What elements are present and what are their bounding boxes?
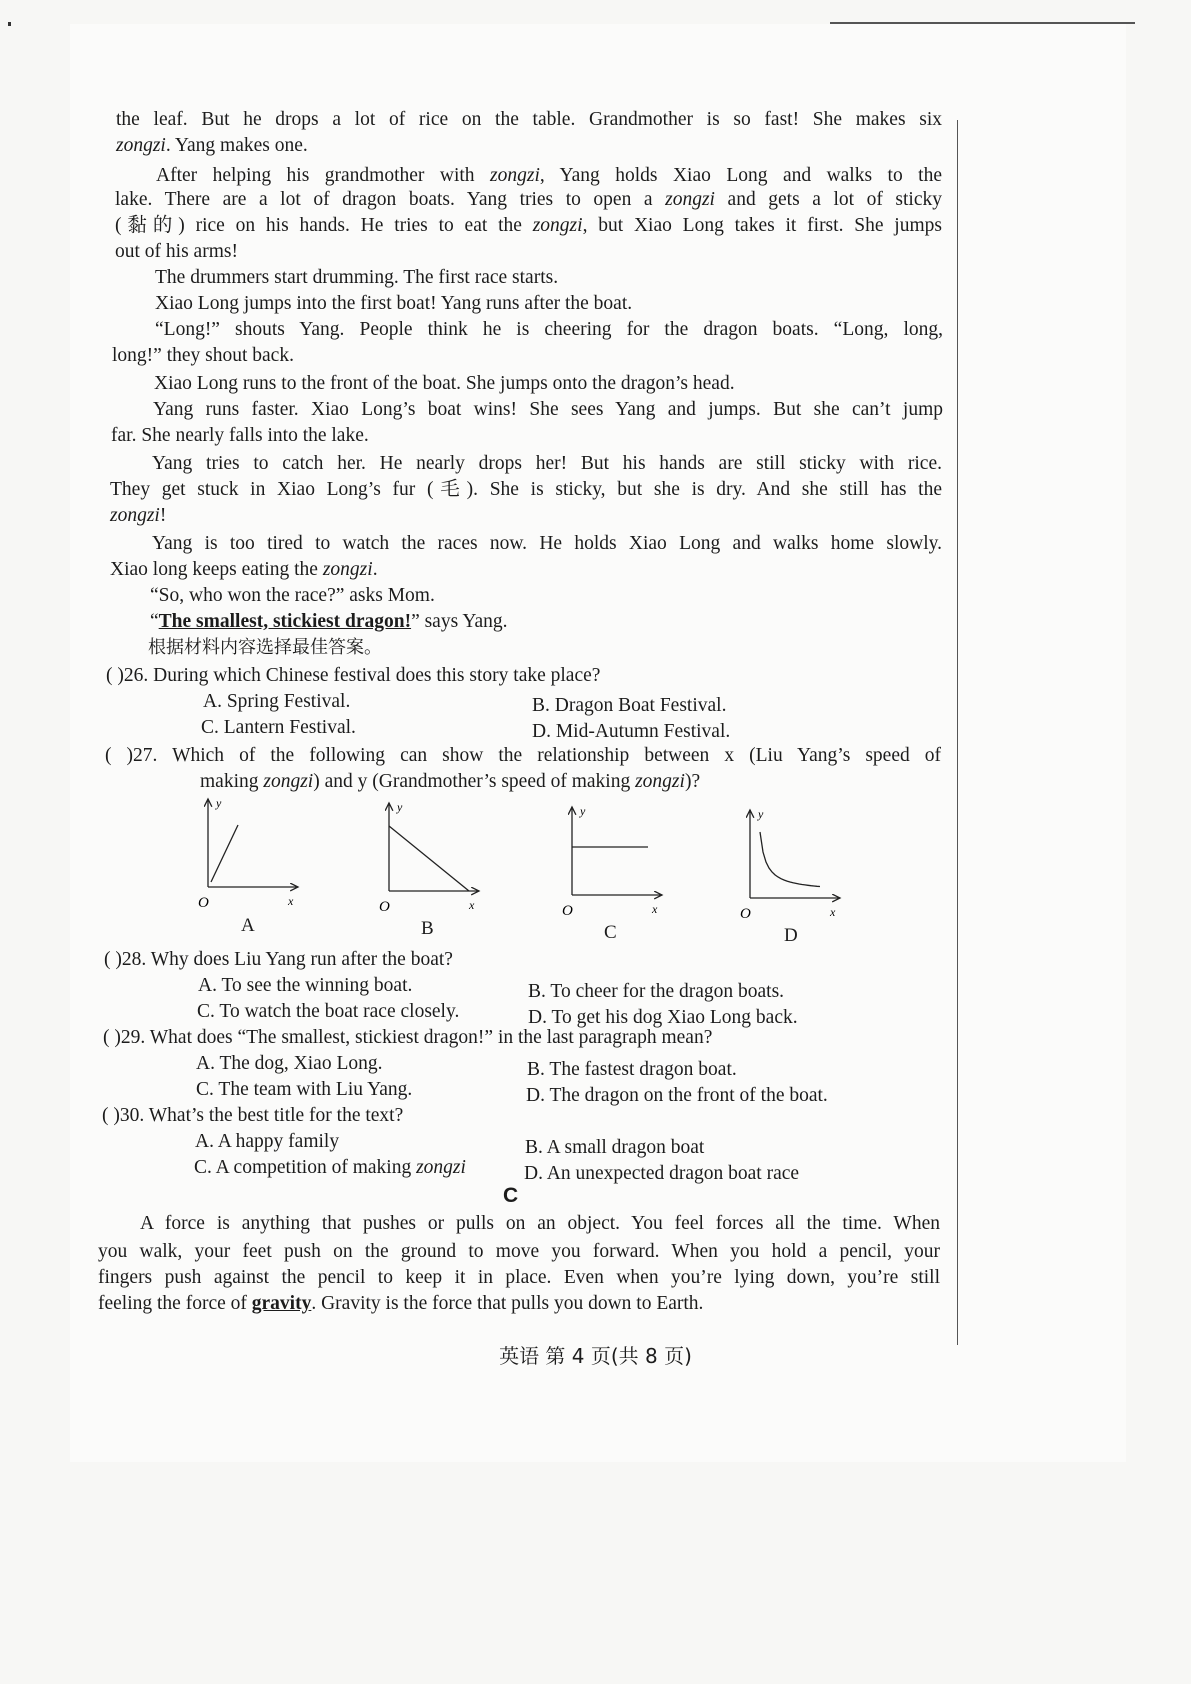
- text-line: Xiao Long jumps into the first boat! Yang runs after the boat.: [155, 293, 633, 314]
- text-line: Xiao Long runs to the front of the boat. She jumps onto the dragon’s head.: [154, 373, 735, 394]
- option-d: D. To get his dog Xiao Long back.: [528, 1007, 798, 1028]
- y-axis-label: y: [758, 807, 764, 821]
- question-stem: ( )29. What does “The smallest, stickiest dragon!” in the last paragraph mean?: [103, 1027, 713, 1048]
- text-line: The drummers start drumming. The first race starts.: [155, 267, 559, 288]
- option-a: A. The dog, Xiao Long.: [196, 1053, 383, 1074]
- graph-label-b: B: [421, 918, 434, 939]
- option-c: C. A competition of making zongzi: [194, 1157, 466, 1178]
- option-b: B. Dragon Boat Festival.: [532, 695, 727, 716]
- text-line: A force is anything that pushes or pulls on an object. You feel forces all the time. When: [140, 1213, 940, 1234]
- text-line: zongzi. Yang makes one.: [116, 135, 308, 156]
- text-line: you walk, your feet push on the ground to move you forward. When you hold a pencil, your: [98, 1241, 940, 1262]
- graph-c: [562, 804, 662, 919]
- option-b: B. A small dragon boat: [525, 1137, 705, 1158]
- x-axis-label: x: [288, 894, 294, 908]
- graph-b: [379, 800, 479, 915]
- graph-a: [198, 796, 298, 911]
- question-stem: making zongzi) and y (Grandmother’s speed of making zongzi)?: [200, 771, 701, 792]
- graph-d: [740, 807, 840, 922]
- graph-label-c: C: [604, 922, 617, 943]
- text-line: “The smallest, stickiest dragon!” says Yang.: [150, 611, 508, 632]
- option-d: D. Mid-Autumn Festival.: [532, 721, 731, 742]
- text-line: Yang runs faster. Xiao Long’s boat wins! She sees Yang and jumps. But she can’t jump: [153, 399, 943, 420]
- option-c: C. Lantern Festival.: [201, 717, 356, 738]
- text-line: Yang tries to catch her. He nearly drops her! But his hands are still sticky with rice.: [152, 453, 942, 474]
- data-curve: [389, 826, 469, 891]
- page-footer: 英语 第 4 页(共 8 页): [499, 1344, 692, 1368]
- text-line: zongzi!: [110, 505, 167, 526]
- text-line: long!” they shout back.: [112, 345, 294, 366]
- text-line: After helping his grandmother with zongzi, Yang holds Xiao Long and walks to the: [156, 165, 942, 186]
- graph-label-a: A: [241, 915, 255, 936]
- text-line: They get stuck in Xiao Long’s fur (毛). She is sticky, but she is dry. And she still has the: [110, 479, 942, 500]
- option-d: D. An unexpected dragon boat race: [524, 1163, 800, 1184]
- text-line: feeling the force of gravity. Gravity is the force that pulls you down to Earth.: [98, 1293, 704, 1314]
- text-line: the leaf. But he drops a lot of rice on the table. Grandmother is so fast! She makes six: [116, 109, 942, 130]
- question-stem: ( )30. What’s the best title for the text?: [102, 1105, 404, 1126]
- data-curve: [760, 832, 820, 887]
- option-c: C. The team with Liu Yang.: [196, 1079, 413, 1100]
- option-c: C. To watch the boat race closely.: [197, 1001, 460, 1022]
- text-line: fingers push against the pencil to keep it in place. Even when you’re lying down, you’re still: [98, 1267, 940, 1288]
- y-axis-label: y: [397, 800, 403, 814]
- origin-label: O: [379, 899, 390, 915]
- section-heading: C: [503, 1184, 519, 1207]
- text-line: “Long!” shouts Yang. People think he is cheering for the dragon boats. “Long, long,: [155, 319, 943, 340]
- origin-label: O: [562, 903, 573, 919]
- x-axis-label: x: [830, 905, 836, 919]
- x-axis-label: x: [652, 902, 658, 916]
- text-line: out of his arms!: [115, 241, 238, 262]
- option-a: A. To see the winning boat.: [198, 975, 413, 996]
- y-axis-label: y: [580, 804, 586, 818]
- x-axis-label: x: [469, 898, 475, 912]
- question-stem: ( )28. Why does Liu Yang run after the boat?: [104, 949, 453, 970]
- graphs-svg: [0, 795, 1191, 955]
- graph-label-d: D: [784, 925, 798, 946]
- text-line: “So, who won the race?” asks Mom.: [150, 585, 435, 606]
- option-b: B. To cheer for the dragon boats.: [528, 981, 785, 1002]
- scan-mark: [8, 22, 11, 26]
- text-line: lake. There are a lot of dragon boats. Yang tries to open a zongzi and gets a lot of sticky: [115, 189, 942, 210]
- text-line: (黏的) rice on his hands. He tries to eat the zongzi, but Xiao Long takes it first. She jumps: [115, 215, 942, 236]
- option-a: A. Spring Festival.: [203, 691, 351, 712]
- y-axis-label: y: [216, 796, 222, 810]
- margin-rule: [957, 120, 958, 1345]
- header-rule: [830, 22, 1135, 24]
- option-b: B. The fastest dragon boat.: [527, 1059, 737, 1080]
- question-stem: ( )27. Which of the following can show the relationship between x (Liu Yang’s speed of: [105, 745, 941, 766]
- origin-label: O: [740, 906, 751, 922]
- option-d: D. The dragon on the front of the boat.: [526, 1085, 828, 1106]
- option-a: A. A happy family: [195, 1131, 340, 1152]
- question-stem: ( )26. During which Chinese festival does this story take place?: [106, 665, 601, 686]
- text-line: Xiao long keeps eating the zongzi.: [110, 559, 378, 580]
- text-line: Yang is too tired to watch the races now. He holds Xiao Long and walks home slowly.: [152, 533, 942, 554]
- data-curve: [211, 825, 238, 882]
- instruction: 根据材料内容选择最佳答案。: [148, 637, 382, 658]
- origin-label: O: [198, 895, 209, 911]
- text-line: far. She nearly falls into the lake.: [111, 425, 369, 446]
